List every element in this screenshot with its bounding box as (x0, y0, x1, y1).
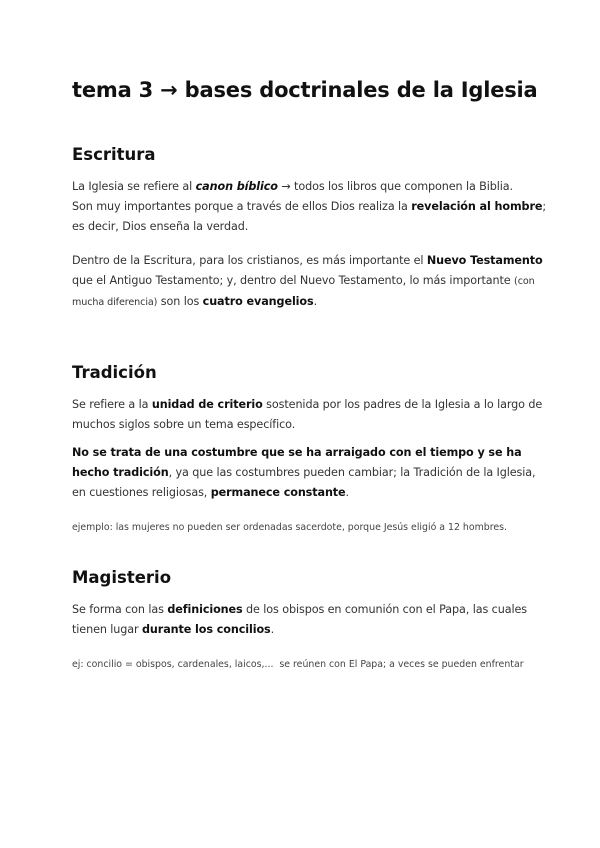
tradicion-paragraph-1 (72, 395, 550, 435)
text-run: . (345, 486, 350, 499)
section-heading-escritura: Escritura (72, 145, 156, 164)
bold-run: durante los concilios (142, 623, 271, 636)
bold-run: revelación al hombre (411, 200, 543, 213)
text-run: Son muy importantes porque a través de ellos Dios realiza la (72, 200, 412, 213)
text-run: que el Antiguo Testamento; y, dentro del Nuevo Testamento, lo más importante (72, 274, 515, 287)
text-run: → todos los libros que componen la Biblia. (277, 180, 513, 193)
bold-run: Nuevo Testamento (426, 254, 543, 267)
text-run: sostenida por los padres de la Iglesia a lo largo de muchos siglos sobre un tema específico. (72, 398, 543, 431)
bold-run: No se trata de una costumbre que se ha arraigado con el tiempo y se ha hecho tradición (72, 446, 522, 479)
section-tradicion (72, 362, 550, 535)
magisterio-example-note: ej: concilio = obispos, cardenales, laicos,... se reúnen con El Papa; a veces se pueden enfrentar (72, 659, 524, 670)
bold-run: unidad de criterio (151, 398, 263, 411)
text-run: son los (157, 295, 203, 308)
section-heading-magisterio: Magisterio (72, 568, 172, 587)
bold-run: permanece constante (210, 486, 346, 499)
spacer (72, 535, 550, 567)
text-run: Se forma con las (72, 603, 168, 616)
text-run: . (313, 295, 318, 308)
text-run: ; es decir, Dios enseña la verdad. (72, 200, 547, 233)
section-escritura (72, 144, 550, 313)
text-run: de los obispos en comunión con el Papa, las cuales tienen lugar (72, 603, 527, 636)
bold-italic-run: canon bíblico (195, 180, 278, 193)
magisterio-paragraph-1 (72, 600, 550, 640)
escritura-paragraph-1 (72, 177, 550, 237)
spacer (72, 321, 550, 362)
text-run: La Iglesia se refiere al (72, 180, 196, 193)
text-run: Se refiere a la (72, 398, 152, 411)
page-title: tema 3 → bases doctrinales de la Iglesia (72, 78, 538, 102)
text-run: , ya que las costumbres pueden cambiar; la Tradición de la Iglesia, en cuestiones religiosas, (72, 466, 536, 499)
tradicion-example-note: ejemplo: las mujeres no pueden ser ordenadas sacerdote, porque Jesús eligió a 12 hombres. (72, 522, 507, 533)
small-run: (con mucha diferencia) (72, 276, 535, 308)
bold-run: definiciones (167, 603, 243, 616)
tradicion-paragraph-2 (72, 443, 550, 503)
text-run: . (270, 623, 275, 636)
section-magisterio (72, 567, 550, 672)
text-run: Dentro de la Escritura, para los cristianos, es más importante el (72, 254, 427, 267)
section-heading-tradicion: Tradición (72, 363, 157, 382)
bold-run: cuatro evangelios (202, 295, 314, 308)
escritura-paragraph-2 (72, 251, 550, 313)
